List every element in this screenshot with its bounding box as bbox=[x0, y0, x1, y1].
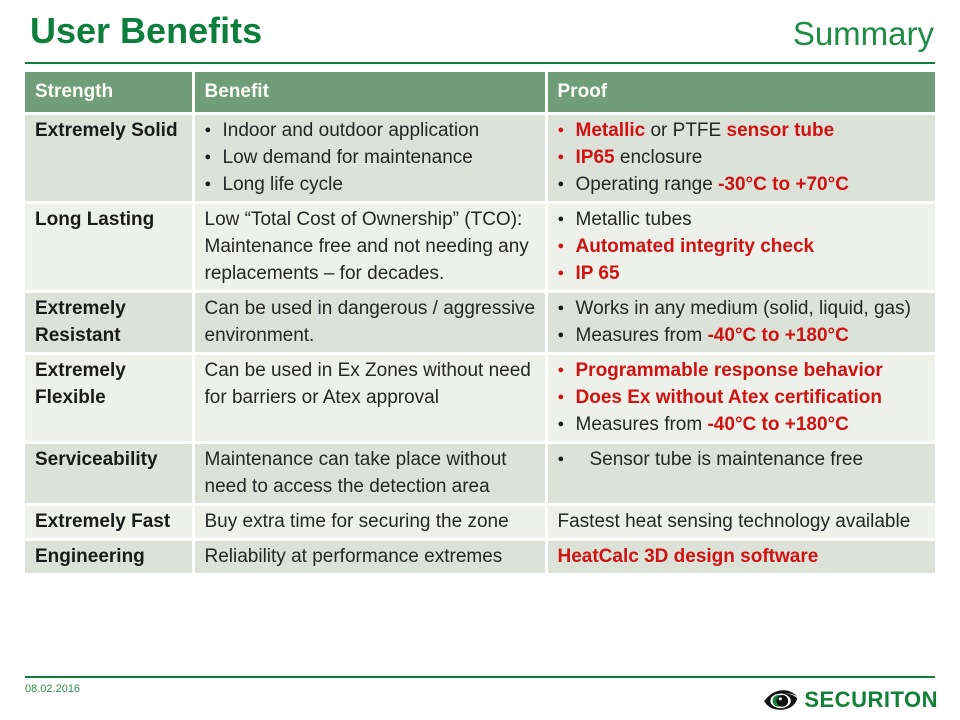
table-row bbox=[25, 203, 935, 292]
cell-line bbox=[558, 233, 931, 260]
cell-line bbox=[558, 508, 931, 535]
cell-line bbox=[558, 322, 931, 349]
table-row bbox=[25, 354, 935, 443]
line-text: Engineering bbox=[35, 546, 145, 567]
bullet-icon: ● bbox=[557, 178, 565, 190]
bullet-icon: ● bbox=[557, 240, 565, 252]
line-text: Maintenance can take place without need to access the detection area bbox=[204, 449, 507, 497]
cell-line bbox=[205, 171, 540, 198]
proof-cell bbox=[546, 292, 935, 354]
bullet-icon: ● bbox=[204, 124, 212, 136]
bullet-icon: ● bbox=[557, 453, 565, 465]
cell-line bbox=[558, 543, 931, 570]
strength-cell bbox=[25, 540, 193, 575]
line-text: Programmable response behavior bbox=[575, 360, 883, 381]
cell-line bbox=[558, 446, 931, 473]
line-text: IP 65 bbox=[575, 263, 620, 284]
cell-line bbox=[35, 117, 187, 144]
column-header-strength: Strength bbox=[25, 72, 193, 114]
table-row bbox=[25, 540, 935, 575]
line-text: Extremely Solid bbox=[35, 120, 178, 141]
cell-line bbox=[558, 411, 931, 438]
column-header-benefit: Benefit bbox=[193, 72, 546, 114]
bullet-icon: ● bbox=[557, 364, 565, 376]
bullet-icon: ● bbox=[557, 418, 565, 430]
line-text: Extremely Fast bbox=[35, 511, 171, 532]
benefits-table-header bbox=[25, 72, 935, 114]
bullet-icon: ● bbox=[557, 124, 565, 136]
proof-cell bbox=[546, 540, 935, 575]
cell-line bbox=[35, 206, 187, 233]
bullet-icon: ● bbox=[557, 213, 565, 225]
cell-line bbox=[205, 543, 540, 570]
table-row bbox=[25, 505, 935, 540]
strength-cell bbox=[25, 505, 193, 540]
cell-line bbox=[205, 117, 540, 144]
proof-cell bbox=[546, 203, 935, 292]
line-text: Does Ex without Atex certification bbox=[575, 387, 883, 408]
cell-line bbox=[205, 206, 540, 287]
cell-line bbox=[558, 260, 931, 287]
table-row bbox=[25, 114, 935, 203]
cell-line bbox=[558, 384, 931, 411]
bullet-icon: ● bbox=[557, 267, 565, 279]
line-text: Reliability at performance extremes bbox=[204, 546, 503, 567]
cell-line bbox=[558, 117, 931, 144]
benefit-cell bbox=[193, 354, 546, 443]
cell-line bbox=[558, 295, 931, 322]
line-text: Sensor tube is maintenance free bbox=[589, 449, 864, 470]
proof-cell bbox=[546, 114, 935, 203]
cell-line bbox=[205, 144, 540, 171]
benefit-cell bbox=[193, 540, 546, 575]
strength-cell bbox=[25, 292, 193, 354]
cell-line bbox=[205, 357, 540, 411]
line-text: Works in any medium (solid, liquid, gas) bbox=[575, 298, 911, 319]
eye-icon bbox=[763, 688, 799, 712]
bullet-icon: ● bbox=[557, 302, 565, 314]
cell-line bbox=[558, 171, 931, 198]
benefits-table-body bbox=[25, 114, 935, 575]
proof-cell bbox=[546, 354, 935, 443]
benefit-cell bbox=[193, 292, 546, 354]
bullet-icon: ● bbox=[204, 178, 212, 190]
benefit-cell bbox=[193, 203, 546, 292]
line-text: Buy extra time for securing the zone bbox=[204, 511, 509, 532]
line-text: Can be used in dangerous / aggressive environment. bbox=[204, 298, 536, 346]
line-text: IP65 enclosure bbox=[575, 147, 703, 168]
bullet-icon: ● bbox=[557, 329, 565, 341]
line-text: Long Lasting bbox=[35, 209, 155, 230]
line-text: Metallic or PTFE sensor tube bbox=[575, 120, 835, 141]
strength-cell bbox=[25, 443, 193, 505]
column-header-proof: Proof bbox=[546, 72, 935, 114]
bullet-icon: ● bbox=[204, 151, 212, 163]
cell-line bbox=[35, 543, 187, 570]
proof-cell bbox=[546, 505, 935, 540]
line-text: Fastest heat sensing technology available bbox=[557, 511, 911, 532]
logo-text: SECURITON bbox=[804, 687, 938, 712]
table-row bbox=[25, 292, 935, 354]
benefits-table bbox=[25, 72, 935, 576]
bullet-icon: ● bbox=[557, 391, 565, 403]
line-text: Serviceability bbox=[35, 449, 158, 470]
line-text: Measures from -40°C to +180°C bbox=[575, 414, 849, 435]
cell-line bbox=[205, 295, 540, 349]
line-text: Low demand for maintenance bbox=[222, 147, 473, 168]
line-text: Metallic tubes bbox=[575, 209, 692, 230]
cell-line bbox=[205, 446, 540, 500]
cell-line bbox=[35, 446, 187, 473]
line-text: HeatCalc 3D design software bbox=[557, 546, 819, 567]
cell-line bbox=[35, 357, 187, 411]
footer-date: 08.02.2016 bbox=[25, 683, 81, 695]
line-text: Long life cycle bbox=[222, 174, 343, 195]
proof-cell bbox=[546, 443, 935, 505]
strength-cell bbox=[25, 354, 193, 443]
line-text: Automated integrity check bbox=[575, 236, 815, 257]
header-row bbox=[25, 72, 935, 114]
line-text: Can be used in Ex Zones without need for barriers or Atex approval bbox=[204, 360, 531, 408]
cell-line bbox=[558, 206, 931, 233]
cell-line bbox=[558, 357, 931, 384]
strength-cell bbox=[25, 114, 193, 203]
cell-line bbox=[558, 144, 931, 171]
bullet-icon: ● bbox=[557, 151, 565, 163]
line-text: Operating range -30°C to +70°C bbox=[575, 174, 849, 195]
cell-line bbox=[35, 508, 187, 535]
line-text: Extremely Flexible bbox=[35, 360, 126, 408]
line-text: Measures from -40°C to +180°C bbox=[575, 325, 849, 346]
line-text: Low “Total Cost of Ownership” (TCO): Maintenance free and not needing any replacements – for decades. bbox=[204, 209, 529, 284]
cell-line bbox=[35, 295, 187, 349]
line-text: Indoor and outdoor application bbox=[222, 120, 480, 141]
page-title: User Benefits bbox=[30, 10, 263, 51]
slide-subtitle: Summary bbox=[792, 15, 934, 52]
strength-cell bbox=[25, 203, 193, 292]
cell-line bbox=[205, 508, 540, 535]
benefit-cell bbox=[193, 443, 546, 505]
title-underline bbox=[25, 62, 935, 64]
securiton-logo bbox=[763, 687, 938, 713]
table-row bbox=[25, 443, 935, 505]
benefit-cell bbox=[193, 114, 546, 203]
line-text: Extremely Resistant bbox=[35, 298, 126, 346]
footer-divider bbox=[25, 676, 935, 678]
benefit-cell bbox=[193, 505, 546, 540]
